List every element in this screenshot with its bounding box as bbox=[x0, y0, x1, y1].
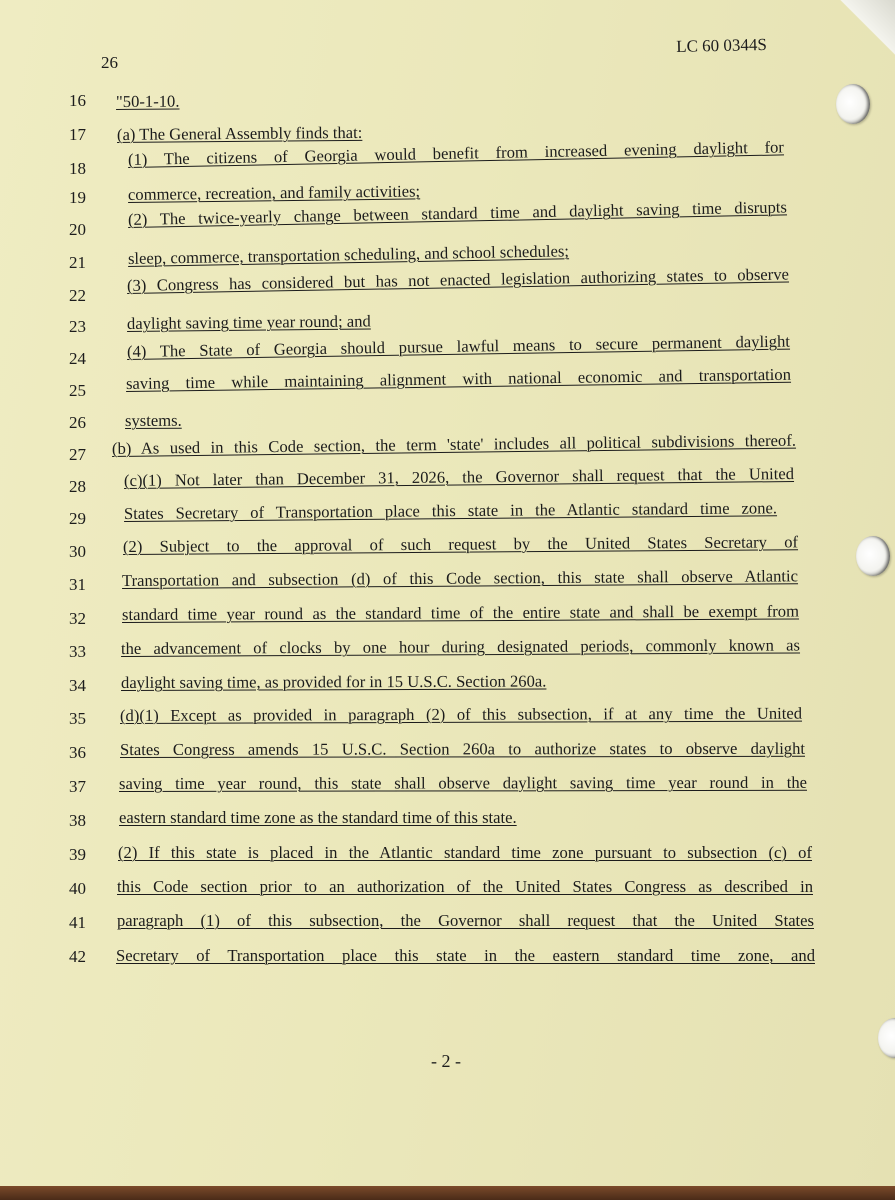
text-line: (2) If this state is placed in the Atlantic standard time zone pursuant to subsection (c) of bbox=[118, 843, 812, 862]
line-number: 33 bbox=[69, 642, 86, 661]
text-line: paragraph (1) of this subsection, the Governor shall request that the United States bbox=[117, 911, 814, 930]
text-line: systems. bbox=[124, 410, 182, 430]
text-line: Transportation and subsection (d) of this Code section, this state shall observe Atlantic bbox=[121, 566, 799, 590]
header-document-code: LC 60 0344S bbox=[676, 34, 768, 56]
line-number: 19 bbox=[69, 188, 86, 207]
line-number: 23 bbox=[69, 317, 86, 336]
line-number: 29 bbox=[69, 509, 86, 528]
line-number: 20 bbox=[69, 220, 86, 239]
line-number: 39 bbox=[69, 845, 86, 864]
desk-surface bbox=[0, 1186, 895, 1200]
line-number: 42 bbox=[69, 947, 86, 966]
text-line: States Secretary of Transportation place this state in the Atlantic standard time zone. bbox=[123, 498, 778, 523]
text-line: daylight saving time year round; and bbox=[126, 311, 371, 333]
text-line: (3) Congress has considered but has not enacted legislation authorizing states to observe bbox=[126, 264, 790, 295]
line-number: 40 bbox=[69, 879, 86, 898]
text-line: States Congress amends 15 U.S.C. Section 260a to authorize states to observe daylight bbox=[119, 738, 806, 759]
line-number: 26 bbox=[69, 413, 86, 432]
line-number: 38 bbox=[69, 811, 86, 830]
line-number: 35 bbox=[69, 709, 86, 728]
text-line: the advancement of clocks by one hour during designated periods, commonly known as bbox=[120, 635, 801, 658]
text-line: (b) As used in this Code section, the term 'state' includes all political subdivisions thereof. bbox=[111, 430, 797, 458]
text-line: this Code section prior to an authorization of the United States Congress as described in bbox=[117, 877, 813, 896]
section-heading: "50-1-10. bbox=[115, 91, 180, 111]
line-number: 25 bbox=[69, 381, 86, 400]
line-number: 17 bbox=[69, 125, 86, 144]
line-number: 24 bbox=[69, 349, 86, 368]
line-number: 27 bbox=[69, 445, 86, 464]
text-line: (d)(1) Except as provided in paragraph (2) of this subsection, if at any time the United bbox=[119, 703, 803, 725]
line-number: 31 bbox=[69, 575, 86, 594]
line-number: 18 bbox=[69, 159, 86, 178]
text-line: (a) The General Assembly finds that: bbox=[116, 122, 363, 144]
line-number: 28 bbox=[69, 477, 86, 496]
text-line: sleep, commerce, transportation scheduling, and school schedules; bbox=[127, 241, 570, 268]
text-line: standard time year round as the standard time of the entire state and shall be exempt from bbox=[121, 601, 800, 624]
header-page-number: 26 bbox=[101, 53, 118, 72]
text-line: (2) Subject to the approval of such request by the United States Secretary of bbox=[122, 532, 799, 556]
text-line: commerce, recreation, and family activities; bbox=[127, 181, 421, 204]
line-number: 36 bbox=[69, 743, 86, 762]
text-line: eastern standard time zone as the standard time of this state. bbox=[119, 808, 517, 827]
text-line: saving time year round, this state shall observe daylight saving time year round in the bbox=[118, 772, 808, 793]
line-number: 32 bbox=[69, 609, 86, 628]
line-number: 16 bbox=[69, 91, 86, 110]
text-line: Secretary of Transportation place this state in the eastern standard time zone, and bbox=[116, 946, 815, 965]
text-line: saving time while maintaining alignment with national economic and transportation bbox=[125, 364, 792, 393]
line-number: 34 bbox=[69, 676, 86, 695]
line-number: 37 bbox=[69, 777, 86, 796]
text-line: (1) The citizens of Georgia would benefit from increased evening daylight for bbox=[127, 137, 785, 169]
line-number: 30 bbox=[69, 542, 86, 561]
footer-page-label: - 2 - bbox=[431, 1051, 461, 1071]
text-line: (4) The State of Georgia should pursue lawful means to secure permanent daylight bbox=[126, 331, 791, 361]
line-number: 41 bbox=[69, 913, 86, 932]
line-number: 21 bbox=[69, 253, 86, 272]
text-line: (2) The twice-yearly change between standard time and daylight saving time disrupts bbox=[127, 197, 788, 229]
text-line: (c)(1) Not later than December 31, 2026, the Governor shall request that the United bbox=[123, 463, 795, 490]
line-number: 22 bbox=[69, 286, 86, 305]
text-line: daylight saving time, as provided for in 15 U.S.C. Section 260a. bbox=[120, 671, 547, 692]
